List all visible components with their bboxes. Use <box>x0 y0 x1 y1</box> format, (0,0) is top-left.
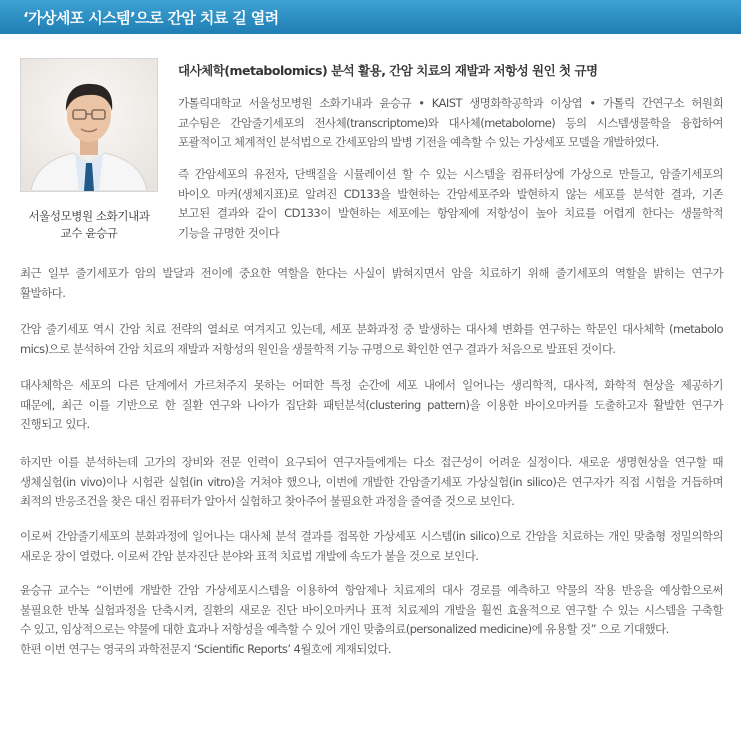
body-paragraph-4 <box>20 453 723 512</box>
caption-name: 교수 윤승규 <box>60 226 118 240</box>
header-title: ‘가상세포 시스템’으로 간암 치료 길 열려 <box>23 9 279 27</box>
text-line: 기능을 규명한 것이다 <box>178 225 280 240</box>
text-line: mics)으로 분석하여 간암 치료의 재발과 저항성의 원인을 생물학적 기능 규명으로 확인한 연구 결과가 처음으로 발표된 것이다. <box>20 341 616 356</box>
text-line: 간암 줄기세포 역시 간암 치료 전략의 열쇠로 여겨지고 있는데, 세포 분화과정 중 발생하는 대사체 변화를 연구하는 학문인 대사체학 (metabolo <box>20 322 723 336</box>
body-paragraph-1 <box>20 264 723 303</box>
text-line: 불필요한 반복 실험과정을 단축시켜, 질환의 새로운 진단 바이오마커나 표적 치료제의 개발을 훨씬 효율적으로 연구할 수 있는 시스템을 구축할 <box>20 602 723 617</box>
intro-paragraph-1 <box>178 94 723 153</box>
text-line: 이로써 간암줄기세포의 분화과정에 일어나는 대사체 분석 결과를 접목한 가상세포 시스템(in silico)으로 간암을 치료하는 개인 맞춤형 정밀의학의 <box>20 529 723 543</box>
body-paragraph-5 <box>20 527 723 566</box>
text-line: 최적의 반응조건을 찾은 대신 컴퓨터가 알아서 실험하고 찾아주어 불필요한 과정을 줄여줄 것으로 보인다. <box>20 494 515 508</box>
caption-affiliation: 서울성모병원 소화기내과 <box>28 209 150 223</box>
text-line: 바이오 마커(생체지표)로 알려진 CD133을 발현하는 간암세포주와 발현하지 않는 세포를 분석한 결과, 기존 <box>178 186 723 201</box>
text-line: 새로운 장이 열렸다. 이로써 간암 분자진단 분야와 표적 치료법 개발에 속도가 붙을 것으로 보인다. <box>20 548 479 563</box>
photo-caption <box>14 208 164 242</box>
article-headline: 대사체학(metabolomics) 분석 활용, 간암 치료의 재발과 저항성 원인 첫 규명 <box>178 63 598 78</box>
text-line: 포괄적이고 체계적인 분석법으로 간세포암의 발병 기전을 예측할 수 있는 가상세포 모델을 개발하였다. <box>178 135 659 149</box>
header-bar <box>0 0 741 34</box>
text-line: 대사체학은 세포의 다른 단계에서 가르쳐주지 못하는 어떠한 특정 순간에 세포 내에서 일어나는 생리학적, 대사적, 화학적 현상을 제공하기 <box>20 378 723 392</box>
text-line: 때문에, 최근 이를 기반으로 한 질환 연구와 나아가 집단화 패턴분석(clustering pattern)을 이용한 바이오마커를 도출하고자 활발한 연구가 <box>20 397 723 412</box>
body-paragraph-3 <box>20 376 723 435</box>
text-line: 교수팀은 간암줄기세포의 전사체(transcriptome)와 대사체(metabolome) 등의 시스템생물학을 융합하여 <box>178 115 723 130</box>
text-line: 생체실험(in vivo)이나 시험관 실험(in vitro)을 거쳐야 했으나, 이번에 개발한 간암줄기세포 가상실험(in silico)은 연구자가 직접 시험을 거듭하며 <box>20 474 723 489</box>
intro-paragraph-2 <box>178 165 723 243</box>
body-paragraph-2 <box>20 320 723 359</box>
text-line: 하지만 이를 분석하는데 고가의 장비와 전문 인력이 요구되어 연구자들에게는 다소 접근성이 어려운 실정이다. 새로운 생명현상을 연구할 때 <box>20 455 723 469</box>
text-line: 최근 일부 줄기세포가 암의 발달과 전이에 중요한 역할을 한다는 사실이 밝혀지면서 암을 치료하기 위해 줄기세포의 역할을 밝히는 연구가 <box>20 266 723 280</box>
text-line: 진행되고 있다. <box>20 417 90 431</box>
text-line: 수 있고, 임상적으로는 약물에 대한 효과나 저항성을 예측할 수 있어 개인 맞춤의료(personalized medicine)에 유용할 것” 으로 기대했다. <box>20 622 669 636</box>
text-line: 윤승규 교수는 “이번에 개발한 간암 가상세포시스템을 이용하여 항암제나 치료제의 대사 경로를 예측하고 약물의 작용 반응을 예상함으로써 <box>20 583 723 597</box>
professor-photo <box>20 58 158 192</box>
text-line: 보고된 결과와 같이 CD133이 발현하는 세포에는 항암제에 저항성이 높아 치료를 어렵게 한다는 생물학적 <box>178 206 723 220</box>
text-line: 즉 간암세포의 유전자, 단백질을 시뮬레이션 할 수 있는 시스템을 컴퓨터상에 가상으로 만들고, 암줄기세포의 <box>178 167 723 181</box>
portrait-image <box>21 59 157 191</box>
text-line: 활발하다. <box>20 285 66 300</box>
text-line: 가톨릭대학교 서울성모병원 소화기내과 윤승규 • KAIST 생명화학공학과 이상엽 • 가톨릭 간연구소 허원희 <box>178 96 723 110</box>
body-paragraph-6 <box>20 581 723 659</box>
text-line: 한편 이번 연구는 영국의 과학전문지 ‘Scientific Reports’ 4월호에 게재되었다. <box>20 641 391 656</box>
